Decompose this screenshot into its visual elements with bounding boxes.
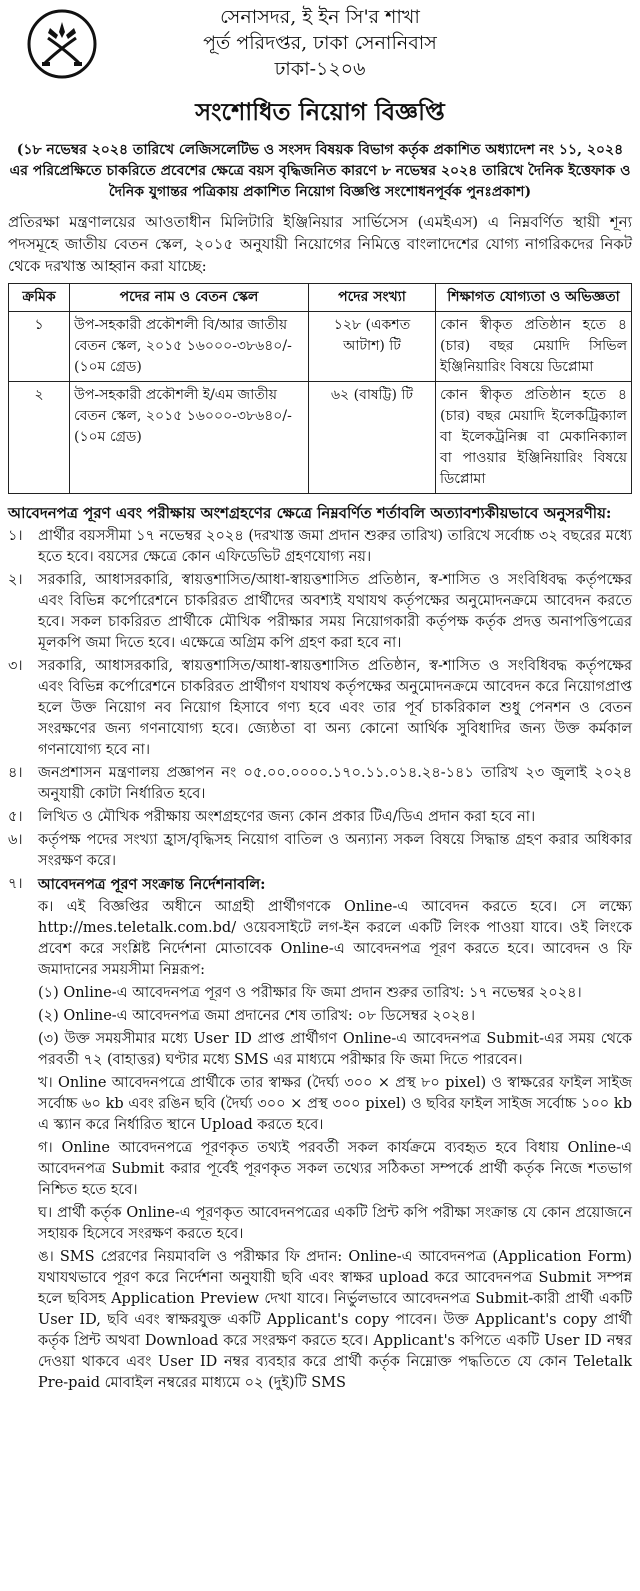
col-serial-header: ক্রমিক [9, 284, 70, 312]
condition-text: লিখিত ও মৌখিক পরীক্ষায় অংশগ্রহণের জন্য কোন প্রকার টিএ/ডিএ প্রদান করা হবে না। [38, 809, 536, 825]
row-count: ১২৮ (একশত আটাশ) টি [309, 312, 436, 382]
condition-text: প্রার্থীর বয়সসীমা ১৭ নভেম্বর ২০২৪ (দরখাস্ত জমা প্রদান শুরুর তারিখ) তারিখে সর্বোচ্চ ৩২ বছরের মধ্যে হতে হবে। বয়সের ক্ষেত্রে কোন এফিডেভিট গ্রহণযোগ্য নয়। [38, 528, 632, 565]
condition-item [8, 656, 632, 761]
col-count-header: পদের সংখ্যা [309, 284, 436, 312]
col-post-header: পদের নাম ও বেতন স্কেল [70, 284, 309, 312]
row-post: উপ-সহকারী প্রকৌশলী বি/আর জাতীয় বেতন স্কেল, ২০১৫ ১৬০০০-৩৮৬৪০/- (১০ম গ্রেড) [70, 312, 309, 382]
table-header-row [9, 284, 632, 312]
row-count: ৬২ (বাষট্টি) টি [309, 382, 436, 494]
online-para-gha: ঘ। প্রার্থী কর্তৃক Online-এ পূরণকৃত আবেদনপত্রের একটি প্রিন্ট কপি পরীক্ষা সংক্রান্ত যে কোন প্রয়োজনে সহায়ক হিসেবে সংরক্ষণ করতে হবে। [38, 1205, 632, 1242]
online-para-2: (২) Online-এ আবেদনপত্র জমা প্রদানের শেষ তারিখ: ০৮ ডিসেম্বর ২০২৪। [38, 1008, 476, 1024]
online-heading: আবেদনপত্র পূরণ সংক্রান্ত নির্দেশনাবলি: [38, 876, 266, 893]
online-para-3: (৩) উক্ত সময়সীমার মধ্যে User ID প্রাপ্ত প্রার্থীগণ Online-এ আবেদনপত্র Submit-এর সময় থেকে পরবর্তী ৭২ (বাহাত্তর) ঘণ্টার মধ্যে SMS এর মাধ্যমে পরীক্ষার ফি জমা দিতে পারবেন। [38, 1031, 632, 1068]
condition-item [8, 807, 632, 828]
header-line-1: সেনাসদর, ই ইন সি'র শাখা [220, 6, 420, 28]
header [8, 0, 632, 92]
condition-number: ৫। [8, 809, 23, 825]
page-title: সংশোধিত নিয়োগ বিজ্ঞপ্তি [195, 97, 445, 126]
condition-number: ১। [8, 528, 23, 544]
condition-number: ৭। [8, 876, 23, 892]
col-qualification-header: শিক্ষাগত যোগ্যতা ও অভিজ্ঞতা [436, 284, 632, 312]
row-serial: ২ [9, 382, 70, 494]
condition-item [8, 526, 632, 568]
online-para-kha: খ। Online আবেদনপত্রে প্রার্থীকে তার স্বাক্ষর (দৈর্ঘ্য ৩০০ × প্রস্থ ৮০ pixel) ও স্বাক্ষরের ফাইল সাইজ সর্বোচ্চ ৬০ kb এবং রঙিন ছবি (দৈর্ঘ্য ৩০০ × প্রস্থ ৩০০ pixel) ও ছবির ফাইল সাইজ সর্বোচ্চ ১০০ kb এ স্ক্যান করে নির্ধারিত স্থানে Upload করতে হবে। [38, 1075, 632, 1133]
condition-number: ৩। [8, 658, 23, 674]
intro-paragraph: প্রতিরক্ষা মন্ত্রণালয়ের আওতাধীন মিলিটারি ইঞ্জিনিয়ার সার্ভিসেস (এমইএস) এ নিম্নবর্ণিত স্থায়ী শূন্য পদসমূহে জাতীয় বেতন স্কেল, ২০১৫ অনুযায়ী নিয়োগের নিমিত্তে বাংলাদেশের যোগ্য নাগরিকদের নিকট থেকে দরখাস্ত আহ্বান করা যাচ্ছে: [8, 213, 632, 275]
online-para-ka: ক। এই বিজ্ঞপ্তির অধীনে আগ্রহী প্রার্থীগণকে Online-এ আবেদন করতে হবে। সে লক্ষ্যে http://mes.teletalk.com.bd/ ওয়েবসাইটে লগ-ইন করলে একটি লিংক পাওয়া যাবে। ওই লিংকে প্রবেশ করে সংশ্লিষ্ট নির্দেশনা মোতাবেক Online-এ আবেদনপত্র পূরণ করতে হবে। আবেদন ও ফি জমাদানের সময়সীমা নিম্নরূপ: [38, 899, 632, 978]
revision-note: (১৮ নভেম্বর ২০২৪ তারিখে লেজিসলেটিভ ও সংসদ বিষয়ক বিভাগ কর্তৃক প্রকাশিত অধ্যাদেশ নং ১১, ২০২৪ এর পরিপ্রেক্ষিতে চাকরিতে প্রবেশের ক্ষেত্রে বয়স বৃদ্ধিজনিত কারণে ৮ নভেম্বর ২০২৪ তারিখে দৈনিক ইত্তেফাক ও দৈনিক যুগান্তর পত্রিকায় প্রকাশিত নিয়োগ বিজ্ঞপ্তি সংশোধনপূর্বক পুনঃপ্রকাশ) [9, 142, 631, 200]
condition-text: কর্তৃপক্ষ পদের সংখ্যা হ্রাস/বৃদ্ধিসহ নিয়োগ বাতিল ও অন্যান্য সকল বিষয়ে সিদ্ধান্ত গ্রহণ করার অধিকার সংরক্ষণ করে। [38, 832, 632, 869]
condition-item [8, 830, 632, 872]
online-para-ga: গ। Online আবেদনপত্রে পূরণকৃত তথ্যই পরবর্তী সকল কার্যক্রমে ব্যবহৃত হবে বিধায় Online-এ আবেদনপত্র Submit করার পূর্বেই পূরণকৃত সকল তথ্যের সঠিকতা সম্পর্কে প্রার্থী কর্তৃক নিজে শতভাগ নিশ্চিত হতে হবে। [38, 1140, 632, 1198]
condition-number: ২। [8, 572, 23, 588]
condition-number: ৪। [8, 765, 23, 781]
header-line-3: ঢাকা-১২০৬ [274, 58, 366, 80]
condition-text: সরকারি, আধাসরকারি, স্বায়ত্তশাসিত/আধা-স্বায়ত্তশাসিত প্রতিষ্ঠান, স্ব-শাসিত ও সংবিধিবদ্ধ কর্তৃপক্ষের এবং বিভিন্ন কর্পোরেশনে চাকরিরত প্রার্থীদের অবশ্যই যথাযথ কর্তৃপক্ষের অনুমোদনক্রমে আবেদন করতে হবে। সকল চাকরিরত প্রার্থীকে মৌখিক পরীক্ষার সময় নিয়োগকারী কর্তৃপক্ষ কর্তৃক প্রদত্ত অনাপত্তিপত্রের মূলকপি জমা দিতে হবে। এক্ষেত্রে অগ্রিম কপি গ্রহণ করা হবে না। [38, 572, 632, 651]
row-qualification: কোন স্বীকৃত প্রতিষ্ঠান হতে ৪ (চার) বছর মেয়াদি সিভিল ইঞ্জিনিয়ারিং বিষয়ে ডিপ্লোমা [436, 312, 632, 382]
table-row [9, 312, 632, 382]
condition-text: জনপ্রশাসন মন্ত্রণালয় প্রজ্ঞাপন নং ০৫.০০.০০০০.১৭০.১১.০১৪.২৪-১৪১ তারিখ ২৩ জুলাই ২০২৪ অনুযায়ী কোটা নির্ধারিত হবে। [38, 765, 632, 802]
condition-item [8, 763, 632, 805]
online-para-1: (১) Online-এ আবেদনপত্র পূরণ ও পরীক্ষার ফি জমা প্রদান শুরুর তারিখ: ১৭ নভেম্বর ২০২৪। [38, 985, 582, 1001]
condition-number: ৬। [8, 832, 23, 848]
row-serial: ১ [9, 312, 70, 382]
condition-text: সরকারি, আধাসরকারি, স্বায়ত্তশাসিত/আধা-স্বায়ত্তশাসিত প্রতিষ্ঠান, স্ব-শাসিত ও সংবিধিবদ্ধ কর্তৃপক্ষের এবং বিভিন্ন কর্পোরেশনে চাকরিরত প্রার্থীগণ যথাযথ কর্তৃপক্ষের অনুমোদনক্রমে আবেদন করে নিয়োগপ্রাপ্ত হলে উক্ত নিয়োগ নব নিয়োগ হিসাবে গণ্য হবে এবং তার পূর্ব চাকরিকাল শুধু পেনশন ও বেতন সংরক্ষণের জন্য গণনাযোগ্য হবে। জ্যেষ্ঠতা বা অন্য কোনো আর্থিক সুবিধাদির জন্য উক্ত কর্মকাল গণনাযোগ্য হবে না। [38, 658, 632, 758]
online-para-umo: ঙ। SMS প্রেরণের নিয়মাবলি ও পরীক্ষার ফি প্রদান: Online-এ আবেদনপত্র (Application Form) যথাযথভাবে পূরণ করে নির্দেশনা অনুযায়ী ছবি এবং স্বাক্ষর upload করে আবেদনপত্র Submit সম্পন্ন হলে ছবিসহ Application Preview দেখা যাবে। নির্ভুলভাবে আবেদনপত্র Submit-কারী প্রার্থী একটি User ID, ছবি এবং স্বাক্ষরযুক্ত একটি Applicant's copy পাবেন। উক্ত Applicant's copy প্রার্থী কর্তৃক প্রিন্ট অথবা Download করে সংরক্ষণ করতে হবে। Applicant's কপিতে একটি User ID নম্বর দেওয়া থাকবে এবং User ID নম্বর ব্যবহার করে প্রার্থী কর্তৃক নিম্নোক্ত পদ্ধতিতে যে কোন Teletalk Pre-paid মোবাইল নম্বরের মাধ্যমে ০২ (দুই)টি SMS [38, 1249, 632, 1391]
online-instructions [8, 874, 632, 1396]
header-line-2: পূর্ত পরিদপ্তর, ঢাকা সেনানিবাস [203, 32, 437, 54]
table-row [9, 382, 632, 494]
condition-item [8, 570, 632, 654]
row-qualification: কোন স্বীকৃত প্রতিষ্ঠান হতে ৪ (চার) বছর মেয়াদি ইলেকট্রিক্যাল বা ইলেকট্রনিক্স বা মেকানিক্যাল বা পাওয়ার ইঞ্জিনিয়ারিং বিষয়ে ডিপ্লোমা [436, 382, 632, 494]
conditions-title: আবেদনপত্র পূরণ এবং পরীক্ষায় অংশগ্রহণের ক্ষেত্রে নিম্নবর্ণিত শর্তাবলি অত্যাবশ্যকীয়ভাবে অনুসরণীয়: [8, 504, 612, 522]
row-post: উপ-সহকারী প্রকৌশলী ই/এম জাতীয় বেতন স্কেল, ২০১৫ ১৬০০০-৩৮৬৪০/- (১০ম গ্রেড) [70, 382, 309, 494]
vacancy-table [8, 283, 632, 494]
